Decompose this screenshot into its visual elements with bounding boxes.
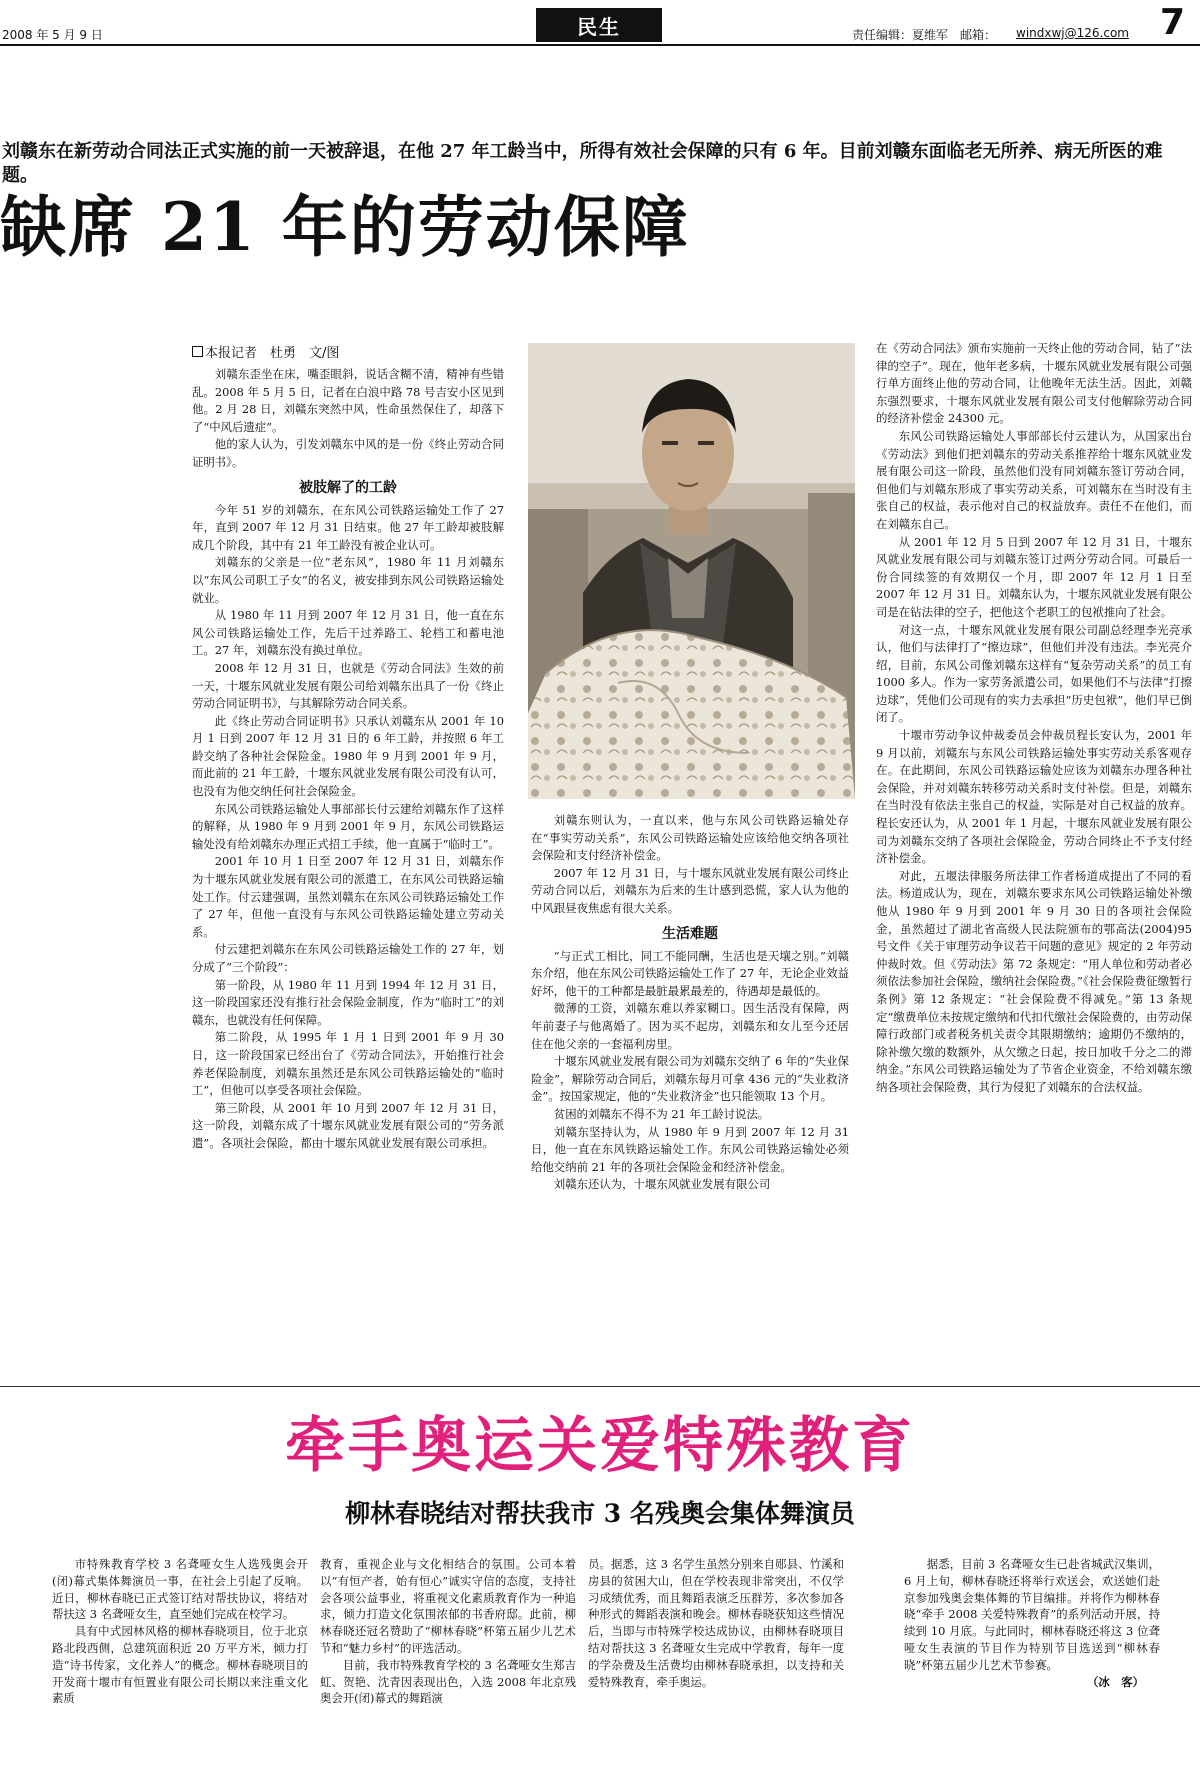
promo-column-4: [904, 1556, 1160, 1768]
issue-date: 2008 年 5 月 9 日: [2, 28, 103, 42]
paragraph: 刘赣东则认为，一直以来，他与东风公司铁路运输处存在“事实劳动关系”，东风公司铁路运输处应该给他交纳各项社会保险和支付经济补偿金。: [531, 813, 849, 863]
article-column-3: [876, 340, 1192, 1380]
header-rule: [0, 44, 1200, 46]
article-byline: [192, 342, 339, 361]
paragraph: 市特殊教育学校 3 名聋哑女生人选残奥会开(闭)幕式集体舞演员一事，在社会上引起了反响。近日，柳林春晓已正式签订结对帮扶协议，将结对帮扶这 3 名聋哑女生，直至她们完成在校学习。: [52, 1557, 308, 1622]
promo-subheadline: 柳林春晓结对帮扶我市 3 名残奥会集体舞演员: [345, 1499, 855, 1528]
article-headline: 缺席 21 年的劳动保障: [0, 188, 690, 266]
paragraph: 刘赣东还认为，十堰东风就业发展有限公司: [553, 1177, 771, 1192]
paragraph: 从 1980 年 11 月到 2007 年 12 月 31 日，他一直在东风公司铁路运输处工作，先后干过养路工、轮档工和蓄电池工。27 年，刘赣东没有换过单位。: [192, 608, 504, 658]
promo-column-1: [52, 1556, 308, 1768]
section-label: 民生: [536, 8, 662, 42]
paragraph: 付云建把刘赣东在东风公司铁路运输处工作的 27 年，划分成了“三个阶段”：: [192, 942, 504, 974]
paragraph: 十堰市劳动争议仲裁委员会仲裁员程长安认为，2001 年 9 月以前，刘赣东与东风公司铁路运输处事实劳动关系客观存在。在此期间，东风公司铁路运输处应该为刘赣东办理各种社会保险，并对刘赣东转移劳动关系时支付补偿。但是，刘赣东在当时没有依法主张自己的权益，实际是对自己权益的放弃。程长安还认为，从 2001 年 1 月起，十堰东风就业发展有限公司为刘赣东交纳了各项社会保险金，劳动合同终止不予支付经济补偿金。: [876, 728, 1192, 866]
editor-credit: 责任编辑：夏维军 邮箱：: [852, 28, 997, 42]
paragraph: 目前，我市特殊教育学校的 3 名聋哑女生郑吉虹、贺艳、沈青因表现出色，入选 2008 年北京残奥会开(闭)幕式的舞蹈演: [320, 1657, 576, 1706]
editor-email-link[interactable]: windxwj@126.com: [1016, 26, 1129, 40]
paragraph: 刘赣东歪坐在床，嘴歪眼斜，说话含糊不清，精神有些错乱。2008 年 5 月 5 日，记者在白浪中路 78 号吉安小区见到他。2 月 28 日，刘赣东突然中风，性命虽然保住了，却落下了“中风后遗症”。: [192, 367, 504, 434]
paragraph: 从 2001 年 12 月 5 日到 2007 年 12 月 31 日，十堰东风就业发展有限公司与刘赣东签订过两分劳动合同。可最后一份合同续签的有效期仅一个月，即 2007 年 12 月 1 日至 2007 年 12 月 31 日。刘赣东认为，十堰东风就业发展有限公司是在钻法律的空子，把他这个老职工的包袱推向了社会。: [876, 534, 1192, 619]
paragraph: 东风公司铁路运输处人事部部长付云建给刘赣东作了这样的解释，从 1980 年 9 月到 2001 年 9 月，东风公司铁路运输处没有给刘赣东办理正式招工手续，他一直属于“临时工”。: [192, 801, 504, 851]
article-photo: [528, 343, 855, 799]
promo-column-3: [588, 1556, 844, 1768]
portrait-illustration: [528, 343, 855, 799]
paragraph: “与正式工相比，同工不能同酬，生活也是天壤之别。”刘赣东介绍，他在东风公司铁路运输处工作了 27 年，无论企业效益好坏，他干的工种都是最脏最累最差的，待遇却是最低的。: [531, 948, 849, 998]
paragraph: 2007 年 12 月 31 日，与十堰东风就业发展有限公司终止劳动合同以后，刘赣东为后来的生计感到恐慌，家人认为他的中风跟昼夜焦虑有很大关系。: [531, 865, 849, 915]
paragraph: 第三阶段，从 2001 年 10 月到 2007 年 12 月 31 日，这一阶段，刘赣东成了十堰东风就业发展有限公司的“劳务派遣”。各项社会保险，都由十堰东风就业发展有限公司承担。: [192, 1100, 504, 1150]
paragraph: 贫困的刘赣东不得不为 21 年工龄讨说法。: [553, 1106, 770, 1121]
paragraph: 对此，五堰法律服务所法律工作者杨道成提出了不同的看法。杨道成认为，现在，刘赣东要求东风公司铁路运输处补缴他从 1980 年 9 月到 2001 年 9 月 30 日的各项社会保险金，虽然超过了湖北省高级人民法院颁布的鄂高法(2004)95 号文件《关于审理劳动争议若干问题的意见》规定的 2 年劳动仲裁时效。但《劳动法》第 72 条规定：“用人单位和劳动者必须依法参加社会保险，缴纳社会保险费。”《社会保险费征缴暂行条例》第 12 条规定：“社会保险费不得减免。”第 13 条规定“缴费单位未按规定缴纳和代扣代缴社会保险费的，由劳动保障行政部门或者税务机关责令其限期缴纳；逾期仍不缴纳的，除补缴欠缴的数额外，从欠缴之日起，按日加收千分之二的滞纳金。”东风公司铁路运输处为了节省企业资金，不给刘赣东缴纳各项社会保险费，其行为侵犯了刘赣东的合法权益。: [876, 868, 1192, 1094]
paragraph: 他的家人认为，引发刘赣东中风的是一份《终止劳动合同证明书》。: [192, 437, 504, 469]
paragraph: 2008 年 12 月 31 日，也就是《劳动合同法》生效的前一天，十堰东风就业发展有限公司给刘赣东出具了一份《终止劳动合同证明书》，与其解除劳动合同关系。: [192, 660, 504, 711]
paragraph: 教育，重视企业与文化相结合的氛围。公司本着以“有恒产者，始有恒心”诚实守信的态度，支持社会各项公益事业，将重视文化素质教育作为一种追求，倾力打造文化氛围浓郁的书香府邸。此前，柳林春晓还冠名赞助了“柳林春晓”杯第五届少儿艺术节和“魅力乡村”的评选活动。: [320, 1557, 576, 1655]
article-lead: 刘赣东在新劳动合同法正式实施的前一天被辞退，在他 27 年工龄当中，所得有效社会保障的只有 6 年。目前刘赣东面临老无所养、病无所医的难题。: [2, 141, 1163, 186]
paragraph: 刘赣东的父亲是一位“老东风”，1980 年 11 月刘赣东以“东风公司职工子女”的名义，被安排到东风公司铁路运输处就业。: [192, 555, 504, 605]
promo-column-2: [320, 1556, 576, 1768]
paragraph: 微薄的工资，刘赣东难以养家糊口。因生活没有保障，两年前妻子与他离婚了。因为买不起房，刘赣东和女儿至今还居住在他父亲的一套福利房里。: [531, 1001, 849, 1051]
article-column-1: [192, 366, 504, 1378]
page-number: 7: [1160, 2, 1186, 43]
page-header: [0, 0, 1200, 46]
subheading-seniority: 被肢解了的工龄: [299, 479, 397, 496]
paragraph: 今年 51 岁的刘赣东，在东风公司铁路运输处工作了 27 年，直到 2007 年 12 月 31 日结束。他 27 年工龄却被肢解成几个阶段，其中有 21 年工龄没有被企业认可。: [192, 502, 504, 552]
paragraph: 东风公司铁路运输处人事部部长付云建认为，从国家出台《劳动法》到他们把刘赣东的劳动关系推荐给十堰东风就业发展有限公司这一阶段，虽然他们没有同刘赣东签订劳动合同，但他们与刘赣东形成了事实劳动关系，可刘赣东在当时没有主张自己的权益，表示他对自己的权益放弃。责任不在他们，而在刘赣东自己。: [876, 428, 1192, 531]
article-column-2: [531, 812, 849, 1378]
square-bullet-icon: [192, 346, 203, 357]
paragraph: 刘赣东坚持认为，从 1980 年 9 月到 2007 年 12 月 31 日，他一直在东风铁路运输处工作。东风公司铁路运输处必须给他交纳前 21 年的各项社会保险金和经济补偿金。: [531, 1124, 849, 1174]
paragraph: 具有中式园林风格的柳林春晓项目，位于北京路北段西侧，总建筑面积近 20 万平方米，倾力打造“诗书传家，文化养人”的概念。柳林春晓项目的开发商十堰市有恒置业有限公司长期以来注重文化素质: [52, 1624, 308, 1706]
paragraph: 第一阶段，从 1980 年 11 月到 1994 年 12 月 31 日，这一阶段国家还没有推行社会保险金制度，作为“临时工”的刘赣东，也就没有任何保障。: [192, 977, 504, 1027]
promo-headline: 牵手奥运关爱特殊教育: [285, 1411, 915, 1481]
byline-text: 本报记者 杜勇 文/图: [205, 346, 340, 361]
promo-signature: （冰 客）: [1087, 1674, 1144, 1689]
paragraph: 据悉，目前 3 名聋哑女生已赴省城武汉集训，6 月上旬，柳林春晓还将举行欢送会，欢送她们赴京参加残奥会集体舞的节目编排。并将作为柳林春晓“牵手 2008 关爱特殊教育”的系列活动开展，持续到 10 月底。与此同时，柳林春晓还将这 3 位聋哑女生表演的节目作为特别节目选送到“柳林春晓”杯第五届少儿艺术节参赛。: [904, 1557, 1160, 1672]
paragraph: 对这一点，十堰东风就业发展有限公司副总经理李光亮承认，他们与法律打了“擦边球”，但他们并没有违法。李光亮介绍，目前，东风公司像刘赣东这样有“复杂劳动关系”的员工有 1000 多人。作为一家劳务派遣公司，如果他们不与法律“打擦边球”，凭他们公司现有的实力去承担“历史包袱”，他们早已倒闭了。: [876, 622, 1192, 725]
paragraph: 第二阶段，从 1995 年 1 月 1 日到 2001 年 9 月 30 日，这一阶段国家已经出台了《劳动合同法》，开始推行社会养老保险制度，刘赣东虽然还是东风公司铁路运输处的“临时工”，但他可以享受各项社会保险。: [192, 1030, 504, 1098]
paragraph: 2001 年 10 月 1 日至 2007 年 12 月 31 日，刘赣东作为十堰东风就业发展有限公司的派遣工，在东风公司铁路运输处工作。付云建强调，虽然刘赣东在东风公司铁路运输处工作了 27 年，但他一直没有与东风公司铁路运输处建立劳动关系。: [192, 854, 504, 939]
section-divider: [0, 1386, 1200, 1387]
subheading-living-difficulties: 生活难题: [662, 925, 718, 942]
paragraph: 此《终止劳动合同证明书》只承认刘赣东从 2001 年 10 月 1 日到 2007 年 12 月 31 日的 6 年工龄，并按照 6 年工龄交纳了各种社会保险金。1980 年 9 月到 2001 年 9 月，而此前的 21 年工龄，十堰东风就业发展有限公司没有认可，也没有为他交纳任何社会保险金。: [192, 713, 504, 799]
paragraph: 十堰东风就业发展有限公司为刘赣东交纳了 6 年的“失业保险金”，解除劳动合同后，刘赣东每月可拿 436 元的“失业救济金”。按国家规定，他的“失业救济金”也只能领取 13 个月。: [531, 1054, 849, 1104]
paragraph: 员。据悉，这 3 名学生虽然分别来自郧县、竹溪和房县的贫困大山，但在学校表现非常突出，不仅学习成绩优秀，而且舞蹈表演乏压群芳，多次参加各种形式的舞蹈表演和晚会。柳林春晓获知这些情况后，当即与市特殊学校达成协议，由柳林春晓项目结对帮扶这 3 名聋哑女生完成中学教育，每年一度的学杂费及生活费均由柳林春晓承担，以支持和关爱特殊教育，牵手奥运。: [588, 1557, 844, 1689]
paragraph: 在《劳动合同法》颁布实施前一天终止他的劳动合同，钻了“法律的空子”。现在，他年老多病，十堰东风就业发展有限公司强行单方面终止他的劳动合同，让他晚年无法生活。因此，刘赣东强烈要求，十堰东风就业发展有限公司支付他解除劳动合同的经济补偿金 24300 元。: [876, 341, 1192, 426]
